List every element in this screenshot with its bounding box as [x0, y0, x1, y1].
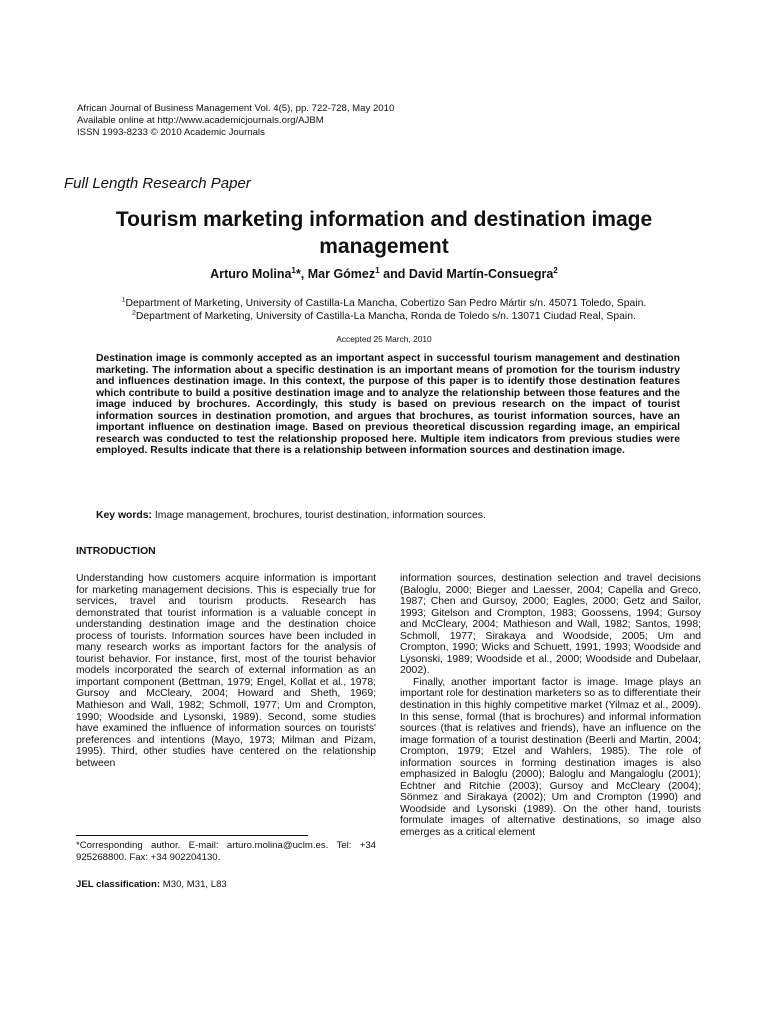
affiliation-text: Department of Marketing, University of Castilla-La Mancha, Ronda de Toledo s/n. 13071 Ciudad Real, Spain.	[135, 311, 636, 322]
keywords	[96, 510, 680, 521]
body-paragraph: information sources, destination selection and travel decisions (Baloglu, 2000; Bieger and Laesser, 2004; Capella and Greco, 1987; Chen and Gursoy, 2000; Eagles, 2000; Getz and Sailor, 1993; Gitelson and Crompton, 1983; Goossens, 1994; Gursoy and McCleary, 2004; Mathieson and Wall, 1982; Santos, 1998; Schmoll, 1977; Sirakaya and Woodside, 2005; Um and Crompton, 1990; Wicks and Schuett, 1991, 1993; Woodside and Lysonski, 1989; Woodside et al., 2000; Woodside and Dubelaar, 2002).	[400, 573, 701, 677]
author-conjunction: and	[379, 267, 409, 281]
affiliation-text: Department of Marketing, University of Castilla-La Mancha, Cobertizo San Pedro Mártir s/n. 45071 Toledo, Spain.	[125, 298, 647, 309]
title-line-2: management	[319, 235, 449, 258]
jel-codes: M30, M31, L83	[160, 879, 227, 890]
affiliation-2	[60, 310, 708, 323]
footnote-divider	[76, 835, 308, 836]
body-paragraph: Understanding how customers acquire information is important for marketing management decisions. This is especially true for services, travel and tourism products. Research has demonstrated that tourist information is a valuable concept in understanding destination image and the destination choice process of tourists. Information sources have been included in many research works as important factors for the analysis of tourist behavior. For instance, first, most of the tourist behavior models incorporated the search of external information as an important component (Bettman, 1979; Engel, Kollat et al., 1978; Gursoy and McCleary, 2004; Howard and Sheth, 1969; Mathieson and Wall, 1982; Schmoll, 1977; Um and Crompton, 1990; Woodside and Lysonski, 1989). Second, some studies have examined the influence of information sources on tourists' preferences and intentions (Mayo, 1973; Milman and Pizam, 1995). Third, other studies have centered on the relationship between	[76, 573, 376, 769]
corresponding-author-footnote: *Corresponding author. E-mail: arturo.molina@uclm.es. Tel: +34 925268800. Fax: +34 902204130.	[76, 840, 376, 863]
left-column	[76, 573, 376, 769]
keywords-text: Image management, brochures, tourist destination, information sources.	[152, 510, 486, 521]
author-affiliation-mark: 1	[291, 265, 296, 275]
section-heading-introduction: INTRODUCTION	[76, 546, 156, 557]
jel-classification	[76, 879, 227, 890]
body-paragraph: Finally, another important factor is image. Image plays an important role for destination marketers so as to differentiate their destination in this highly competitive market (Yilmaz et al., 2009). In this sense, formal (that is brochures) and informal information sources (that is relatives and friends), have an influence on the image formation of a tourist destination (Beerli and Martin, 2004; Crompton, 1979; Etzel and Wahlers, 1985). The role of information sources in forming destination images is also emphasized in Baloglu (2000); Baloglu and Mangaloglu (2001); Echtner and Ritchie (2003); Gursoy and McCleary (2004); Sönmez and Sirakaya (2002); Um and Crompton (1990) and Woodside and Lysonski (1989). On the other hand, tourists formulate images of alternative destinations, so image also emerges as a critical element	[400, 676, 701, 839]
affiliation-number: 1	[121, 296, 126, 304]
author-affiliation-mark: 1	[375, 265, 380, 275]
author-name: Mar Gómez	[307, 267, 376, 281]
author-list	[60, 267, 708, 281]
affiliations	[60, 297, 708, 323]
affiliation-1	[60, 297, 708, 310]
journal-issn: ISSN 1993-8233 © 2010 Academic Journals	[77, 127, 265, 138]
affiliation-number: 2	[132, 309, 136, 317]
journal-header	[77, 103, 394, 139]
keywords-label: Key words:	[96, 510, 153, 521]
title-line-1: Tourism marketing information and destination image	[115, 208, 653, 231]
jel-label: JEL classification:	[76, 879, 161, 890]
author-name: David Martín-Consuegra	[408, 267, 554, 281]
accepted-date: Accepted 25 March, 2010	[336, 334, 432, 344]
author-affiliation-mark: 2	[553, 265, 558, 275]
paper-title	[60, 206, 708, 260]
right-column	[400, 573, 701, 839]
journal-availability: Available online at http://www.academicjournals.org/AJBM	[77, 115, 324, 126]
journal-citation: African Journal of Business Management Vol. 4(5), pp. 722-728, May 2010	[77, 103, 395, 114]
corresponding-mark: *,	[295, 267, 308, 281]
abstract: Destination image is commonly accepted as an important aspect in successful tourism management and destination marketing. The information about a specific destination is an important means of promotion for the tourism industry and influences destination image. In this context, the purpose of this paper is to identify those destination features which contribute to build a positive destination image and to analyze the relationship between those features and the image induced by brochures. Accordingly, this study is based on previous research on the impact of tourist information sources in destination promotion, and argues that brochures, as tourist information sources, have an important influence on destination image. Based on previous theoretical discussion regarding image, an empirical research was conducted to test the relationship proposed here. Multiple item indicators from previous studies were employed. Results indicate that there is a relationship between information sources and destination image.	[96, 353, 680, 456]
author-name: Arturo Molina	[210, 267, 292, 281]
paper-type: Full Length Research Paper	[64, 175, 251, 192]
